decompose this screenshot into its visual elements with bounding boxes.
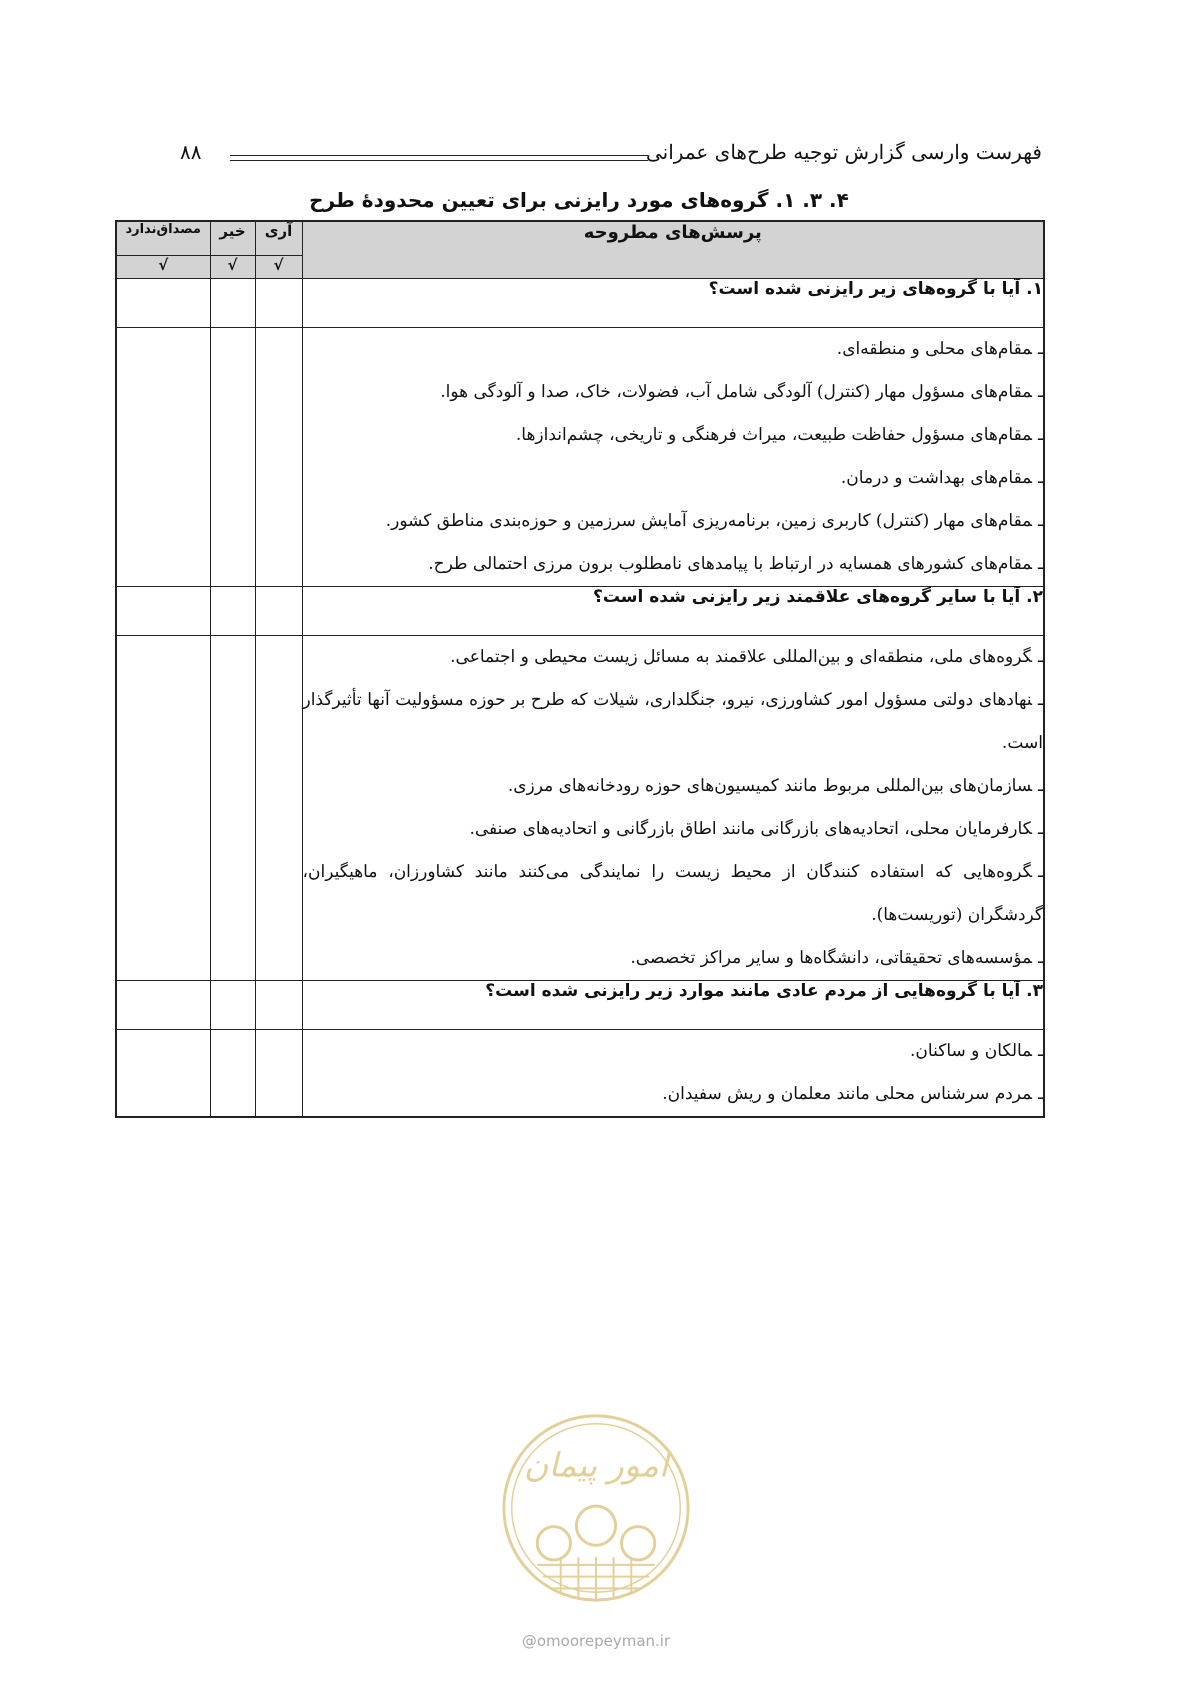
- list-item: ـمقام‌های بهداشت و درمان.: [840, 468, 1043, 488]
- list-item: ـمؤسسه‌های تحقیقاتی، دانشگاه‌ها و سایر مراکز تخصصی.: [630, 948, 1043, 968]
- yes-cell[interactable]: [255, 636, 302, 981]
- question-heading: ۳. آیا با گروه‌هایی از مردم عادی مانند موارد زیر رایزنی شده است؟: [302, 981, 1044, 1030]
- list-item: ـمالکان و ساکنان.: [910, 1041, 1043, 1061]
- running-title: فهرست وارسی گزارش توجیه طرح‌های عمرانی: [646, 140, 1042, 164]
- watermark-logo: [498, 1410, 694, 1606]
- check-mark: √: [210, 256, 255, 279]
- question-row: [116, 981, 1044, 1030]
- items-row: [116, 1030, 1044, 1118]
- list-item: ـمقام‌های مهار (کنترل) کاربری زمین، برنامه‌ریزی آمایش سرزمین و حوزه‌بندی مناطق کشور.: [385, 511, 1043, 531]
- not-applicable-cell[interactable]: [116, 981, 210, 1030]
- question-heading: ۱. آیا با گروه‌های زیر رایزنی شده است؟: [302, 279, 1044, 328]
- not-applicable-cell[interactable]: [116, 279, 210, 328]
- list-item: ـمردم سرشناس محلی مانند معلمان و ریش سفیدان.: [662, 1084, 1043, 1104]
- check-mark: √: [116, 256, 210, 279]
- no-cell[interactable]: [210, 279, 255, 328]
- no-cell[interactable]: [210, 981, 255, 1030]
- page-number: ۸۸: [180, 140, 202, 164]
- list-item: ـکارفرمایان محلی، اتحادیه‌های بازرگانی مانند اطاق بازرگانی و اتحادیه‌های صنفی.: [469, 819, 1043, 839]
- questions-column-header: پرسش‌های مطروحه: [302, 221, 1044, 279]
- yes-cell[interactable]: [255, 279, 302, 328]
- watermark-url: @omoorepeyman.ir: [521, 1632, 671, 1650]
- section-title: ۴. ۳. ۱. گروه‌های مورد رایزنی برای تعیین محدودهٔ طرح: [309, 188, 849, 212]
- yes-cell[interactable]: [255, 981, 302, 1030]
- items-cell: [302, 328, 1044, 587]
- item-list: [303, 636, 1044, 980]
- question-row: [116, 279, 1044, 328]
- question-heading: ۲. آیا با سایر گروه‌های علاقمند زیر رایزنی شده است؟: [302, 587, 1044, 636]
- not-applicable-cell[interactable]: [116, 587, 210, 636]
- items-cell: [302, 636, 1044, 981]
- yes-cell[interactable]: [255, 587, 302, 636]
- header-rule: [230, 160, 648, 161]
- item-list: [303, 328, 1044, 586]
- not-applicable-column-header: مصداق‌ندارد: [116, 221, 210, 256]
- yes-cell[interactable]: [255, 328, 302, 587]
- not-applicable-cell[interactable]: [116, 328, 210, 587]
- no-cell[interactable]: [210, 587, 255, 636]
- list-item: ـمقام‌های کشورهای همسایه در ارتباط با پیامدهای نامطلوب برون مرزی احتمالی طرح.: [428, 554, 1043, 574]
- question-row: [116, 587, 1044, 636]
- yes-cell[interactable]: [255, 1030, 302, 1118]
- not-applicable-cell[interactable]: [116, 636, 210, 981]
- list-item: ـمقام‌های محلی و منطقه‌ای.: [836, 339, 1043, 359]
- list-item: ـنهادهای دولتی مسؤول امور کشاورزی، نیرو، جنگلداری، شیلات که طرح بر حوزه مسؤولیت آنها تأثیرگذار است.: [302, 690, 1043, 753]
- yes-column-header: آری: [255, 221, 302, 256]
- list-item: ـسازمان‌های بین‌المللی مربوط مانند کمیسیون‌های حوزه رودخانه‌های مرزی.: [507, 776, 1043, 796]
- page-header: [180, 140, 1042, 174]
- checklist-table: [115, 220, 1045, 1118]
- no-cell[interactable]: [210, 1030, 255, 1118]
- no-column-header: خیر: [210, 221, 255, 256]
- list-item: ـمقام‌های مسؤول مهار (کنترل) آلودگی شامل آب، فضولات، خاک، صدا و آلودگی هوا.: [440, 382, 1043, 402]
- not-applicable-cell[interactable]: [116, 1030, 210, 1118]
- items-row: [116, 636, 1044, 981]
- svg-text:امور پیمان: امور پیمان: [523, 1445, 669, 1485]
- list-item: ـگروه‌هایی که استفاده کنندگان از محیط زیست را نمایندگی می‌کنند مانند کشاورزان، ماهیگیران، گردشگران (توریست‌ها).: [302, 862, 1043, 925]
- list-item: ـگروه‌های ملی، منطقه‌ای و بین‌المللی علاقمند به مسائل زیست محیطی و اجتماعی.: [450, 647, 1043, 667]
- items-row: [116, 328, 1044, 587]
- list-item: ـمقام‌های مسؤول حفاظت طبیعت، میراث فرهنگی و تاریخی، چشم‌اندازها.: [515, 425, 1043, 445]
- header-rule: [230, 155, 648, 156]
- no-cell[interactable]: [210, 636, 255, 981]
- no-cell[interactable]: [210, 328, 255, 587]
- check-mark: √: [255, 256, 302, 279]
- item-list: [303, 1030, 1044, 1116]
- items-cell: [302, 1030, 1044, 1118]
